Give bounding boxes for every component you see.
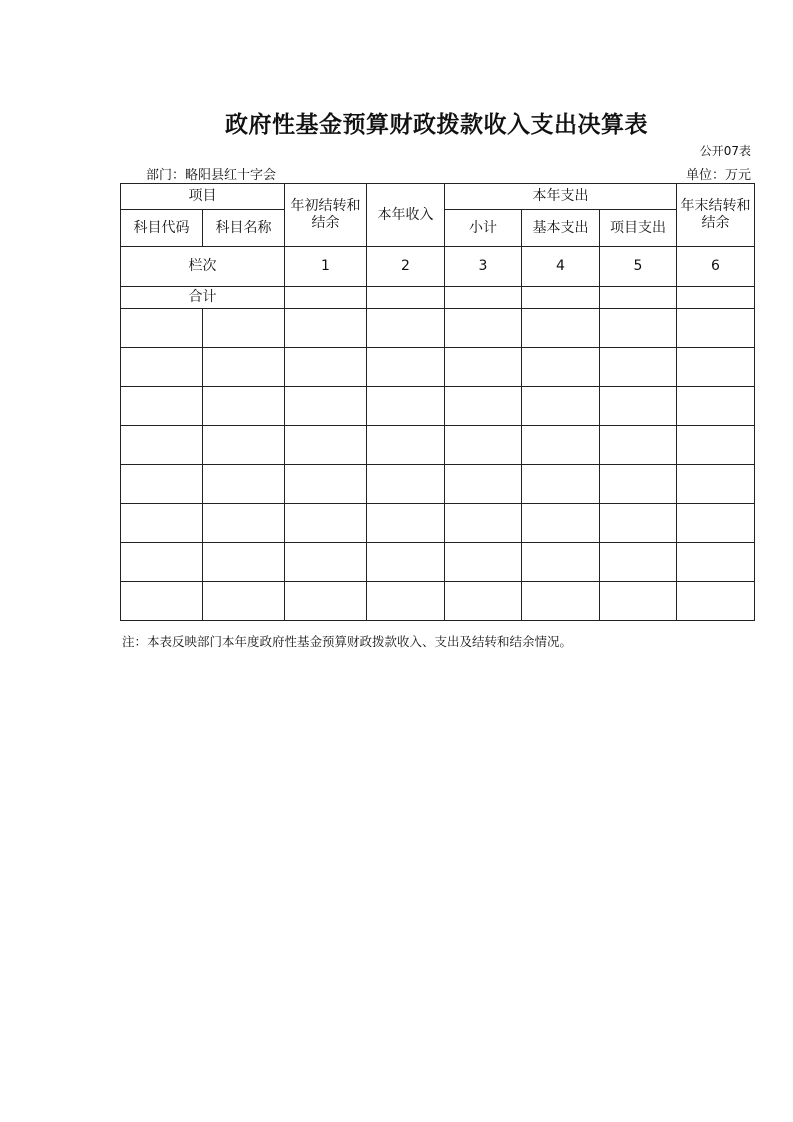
table-cell bbox=[522, 348, 600, 387]
table-cell bbox=[203, 543, 285, 582]
header-income: 本年收入 bbox=[367, 184, 445, 247]
table-row bbox=[121, 387, 755, 426]
table-cell bbox=[600, 387, 677, 426]
table-cell bbox=[367, 309, 445, 348]
footnote: 注：本表反映部门本年度政府性基金预算财政拨款收入、支出及结转和结余情况。 bbox=[122, 634, 573, 649]
table-cell bbox=[445, 504, 522, 543]
table-cell bbox=[285, 582, 367, 621]
table-cell bbox=[121, 504, 203, 543]
table-cell bbox=[522, 287, 600, 309]
table-cell bbox=[677, 426, 755, 465]
table-cell bbox=[445, 543, 522, 582]
table-cell bbox=[445, 582, 522, 621]
header-subject-code: 科目代码 bbox=[121, 210, 203, 247]
table-cell bbox=[203, 582, 285, 621]
table-cell bbox=[121, 582, 203, 621]
table-row bbox=[121, 543, 755, 582]
table-cell bbox=[677, 504, 755, 543]
form-number: 公开07表 bbox=[699, 144, 751, 158]
table-cell bbox=[600, 287, 677, 309]
table-cell bbox=[522, 309, 600, 348]
total-row bbox=[121, 287, 755, 309]
table-cell bbox=[677, 387, 755, 426]
report-title: 政府性基金预算财政拨款收入支出决算表 bbox=[225, 112, 648, 138]
header-item: 项目 bbox=[121, 184, 285, 210]
table-cell bbox=[121, 426, 203, 465]
table-cell bbox=[677, 309, 755, 348]
table-cell bbox=[367, 465, 445, 504]
table-cell bbox=[600, 465, 677, 504]
table-cell bbox=[203, 465, 285, 504]
table-cell bbox=[445, 287, 522, 309]
table-cell bbox=[367, 582, 445, 621]
column-number: 2 bbox=[367, 247, 445, 287]
table-cell bbox=[600, 582, 677, 621]
table-cell bbox=[600, 504, 677, 543]
table-cell bbox=[367, 348, 445, 387]
table-cell bbox=[285, 465, 367, 504]
table-cell bbox=[677, 582, 755, 621]
budget-table bbox=[120, 183, 755, 621]
column-number: 6 bbox=[677, 247, 755, 287]
table-cell bbox=[522, 387, 600, 426]
table-row bbox=[121, 504, 755, 543]
column-number-label: 栏次 bbox=[121, 247, 285, 287]
table-cell bbox=[285, 348, 367, 387]
table-cell bbox=[203, 387, 285, 426]
table-cell bbox=[121, 387, 203, 426]
table-row bbox=[121, 582, 755, 621]
table-cell bbox=[445, 348, 522, 387]
table-cell bbox=[445, 465, 522, 504]
header-opening-balance: 年初结转和结余 bbox=[285, 184, 367, 247]
table-cell bbox=[522, 582, 600, 621]
header-project-expense: 项目支出 bbox=[600, 210, 677, 247]
table-cell bbox=[600, 309, 677, 348]
table-cell bbox=[600, 426, 677, 465]
table-cell bbox=[522, 426, 600, 465]
table-cell bbox=[121, 543, 203, 582]
table-cell bbox=[285, 426, 367, 465]
table-cell bbox=[121, 309, 203, 348]
column-number: 3 bbox=[445, 247, 522, 287]
table-cell bbox=[285, 309, 367, 348]
column-number: 4 bbox=[522, 247, 600, 287]
unit-label: 单位：万元 bbox=[685, 168, 751, 183]
table-cell bbox=[522, 543, 600, 582]
table-cell bbox=[367, 387, 445, 426]
table-cell bbox=[367, 287, 445, 309]
table-cell bbox=[600, 348, 677, 387]
header-subtotal: 小计 bbox=[445, 210, 522, 247]
table-cell bbox=[285, 287, 367, 309]
table-cell bbox=[285, 387, 367, 426]
table-cell bbox=[367, 543, 445, 582]
header-closing-balance: 年末结转和结余 bbox=[677, 184, 755, 247]
table-cell bbox=[677, 543, 755, 582]
table-cell bbox=[677, 348, 755, 387]
header-expense: 本年支出 bbox=[445, 184, 677, 210]
header-subject-name: 科目名称 bbox=[203, 210, 285, 247]
table-cell bbox=[600, 543, 677, 582]
table-cell bbox=[203, 426, 285, 465]
table-row bbox=[121, 309, 755, 348]
table-row bbox=[121, 348, 755, 387]
table-row bbox=[121, 465, 755, 504]
table-cell bbox=[285, 543, 367, 582]
table-cell bbox=[677, 465, 755, 504]
table-cell bbox=[522, 465, 600, 504]
column-number: 1 bbox=[285, 247, 367, 287]
table-cell bbox=[522, 504, 600, 543]
table-cell bbox=[203, 309, 285, 348]
header-basic-expense: 基本支出 bbox=[522, 210, 600, 247]
table-row bbox=[121, 426, 755, 465]
table-cell bbox=[677, 287, 755, 309]
table-cell bbox=[121, 348, 203, 387]
table-cell bbox=[367, 426, 445, 465]
table-cell bbox=[285, 504, 367, 543]
table-cell bbox=[121, 465, 203, 504]
table-cell bbox=[203, 504, 285, 543]
table-cell bbox=[445, 309, 522, 348]
department-label: 部门：略阳县红十字会 bbox=[146, 168, 277, 183]
column-number: 5 bbox=[600, 247, 677, 287]
table-cell bbox=[367, 504, 445, 543]
table-cell bbox=[203, 348, 285, 387]
table-cell bbox=[445, 387, 522, 426]
total-label: 合计 bbox=[121, 287, 285, 309]
table-cell bbox=[445, 426, 522, 465]
